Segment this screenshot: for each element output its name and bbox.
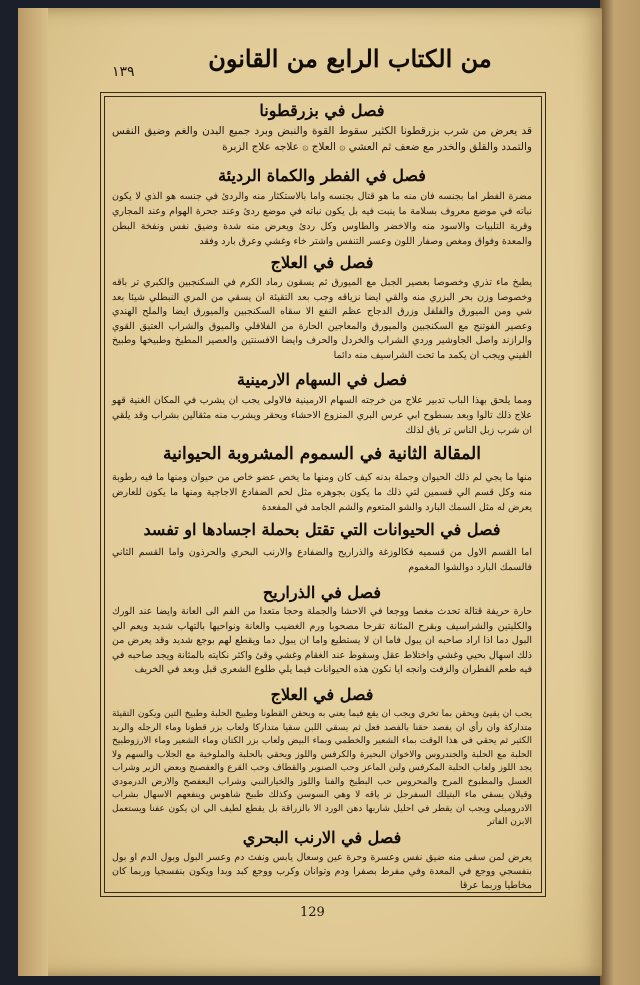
section-text: مضرة الفطر اما بجنسه فان منه ما هو قتال بجنسه واما بالاستكثار منه والردئ في جنسه هو الذي لا يكون نباته في موضع معروف بسلامة ما ينبت فيه بل يكون نباته في موضع ردئ وعند جحرة الهوام وعند المجاري وقرية التلبيات والاسود منه والاخضر والطاوس وكل ردئ ويعرض منه شدة وضيق نفس ونفخة البطن والمعدة وفواق ومغص وصفار اللون وعسر التنفس واشتر خاء وغشي وعرق بارد وفقد: [112, 191, 532, 247]
section-title: فصل في بزرقطونا: [259, 101, 385, 120]
section-text: يجب ان يقيئ ويحقن بما تخري ويجب ان يقع فيما يعني به ويحقن القطونا وطبيخ الحلبة وطبيخ التين ويكون التقيئة متداركة وان رأي ان يفصد حقنا بالفصد فعل ثم يسقي اللبن سقيا متداركا ولعاب بزر قطونا وماء الرجله والربد الكثير ثم يحقي في هذا الوقت بماء الشعير والخطمي وبماء البيض ولعاب بزر الكتان وماء الشعير وماء الارزوطبيخ الحلبة مع الحلبة والجندروس والاخوان البحيرة والكرفس واللوز ويحقي بالحلبة والملوخية مع الجلاب والسهم ولا يجد اللوز ولعاب الحلبة المكرفس ولبن الماعز وحب الصنوبر والقطاف وحب القرع والعفصنج وبعض الزير وشراب العسل والمطبوخ المرح والمحروس حب البطيخ والفنا واللوز والخيارالنبي وشراب البعفصح والارض الدرمودي وقيلان يسقي ماء البتيلك السفرجل تر ياقه لا وهي السوسن وكذلك طبيخ شاهوس وينفعهم الاسهال بشراب الادروميلي ويجب ان يقطر في احليل شاربها دهن الورد الا بالزراقة بل يقطع لطيف الي ان يكون عفنا ويستعمل الابزن الفاتر: [112, 709, 532, 827]
section-text: منها ما يجي لم ذلك الحيوان وجملة بدنه كيف كان ومنها ما يخص عضو خاص من حيوان ومنها ما فيه رطوبة منه وكل قسم الي قسمين لتي ذلك ما يكون بجوهره مثل لحم الضفادع الاجاجية ومنها ما يكون للعارض يعرض له مثل السمك البارد والشو المتعوم والشم الجامد في المفعدة: [112, 472, 532, 513]
page-number-top: ١٣٩: [112, 64, 135, 80]
section-title: المقالة الثانية في السموم المشروبة الحيوانية: [163, 444, 481, 464]
section-text: يطبخ ماء تذري وخصوصا بعصير الجبل مع الميورق ثم يسقون رماد الكرم في السكنجبين والكبري تر باقه وخصوصا وزن بحر البزري منه والقي ايضا نزياقه وجب بعد التقيئة ان يسقي من المري النبطلي شيئا بعد شي ومن الميورق والفلفل وزرق الدجاج عظم النفع الا سقاه السكنجبين والميورق ايضا والملح الهندي وعصير الفوتنج مع السكنجبين والميورق والمعاجين الحارة من الفلافلي والميوق والشراب العتيق القوي والرازند واصل الجاوشير وردي الشراب والخردل والحرف وايضا الافسنتين والعصير المطيخ وطبيخها وطبيخ القيني ويجب ان يكمد ما تحت الشراسيف منه دائما: [112, 277, 532, 361]
section-title: فصل في الارنب البحري: [242, 828, 402, 847]
section-title: فصل في العلاج: [270, 685, 374, 704]
section-text: يعرض لمن سقى منه ضيق نفس وعسرة وحرة عين وسعال يابس ونفث دم وعسر البول وبول الدم او بول بنفسجي ووجع في المعدة وفي مفرط بصفرا ودم وتوانان وكرب ووجع كبد وبدا ويكون بنفسجيا وربما كان مخاطيا وربما عرقا: [112, 852, 532, 891]
page-number-bottom: 129: [300, 905, 325, 920]
section-title: فصل في السهام الارمينية: [236, 370, 407, 389]
facing-page-edge: [600, 0, 640, 985]
section-text: اما القسم الاول من قسميه فكالوزغة والذراريح والضفادع والارنب البحري والحرذون واما القسم الثاني فالسمك البارد دوالشوا المغموم: [112, 547, 532, 573]
section-title: فصل في الحيوانات التي تقتل بحملة اجسادها او تفسد: [143, 520, 501, 539]
section-text: ومما يلحق بهذا الباب تدبير علاج من خرجته السهام الارمينية فالاولى يجب ان يشرب في المكان الغنية قهو علاج ذلك تالوا وبعد بسطوح ابي عرس البري المنزوع الاحشاء ويحقر ويشرب منه مثقالين بشراب وقد يلقي ان شرب زبل الناس تر ياق لذلك: [112, 395, 532, 436]
section-title: فصل في العلاج: [270, 253, 374, 272]
running-head: من الكتاب الرابع من القانون: [208, 44, 492, 73]
section-text: حارة حريفة قتالة تحدث مغصا ووجعا في الاحشا والجملة وحجا متعدا من الفم الى العانة وايضا عند الورك والكليتين والشراسيف وبقرح المثانة تقرحا مصحوبا ورم الغضيب والعانة ونواحيها بالتهاب شديد ويعم الي البول دما اذا اراد صاحبه ان يبول فاما ان لا يستطيع واما ان يبول دما ويقطع لهم بوجع شديد وقد يعرض من ذلك اسهال بحيي وغشي واختلاط عقل وسقوط عند الغقام وغشي وقئ واكثر نكايته بالمثانة ويجد صاحبه في فيه طعم الفطران والزفت وانجه ايا نكون هذه الحيوانات فيما يلي طلوع الشعرى قبل وبعد في الخريف: [112, 606, 532, 675]
page-gutter: [18, 8, 48, 976]
section-title: فصل في الذراريح: [262, 583, 382, 602]
section-title: فصل في الفطر والكماة الرديئة: [218, 166, 426, 185]
section-text: قد يعرض من شرب بزرقطونا الكثير سقوط القوة والنبض وبرد جميع البدن والغم وضيق النفس والتمدد والقلق والخدر مع ضعف ثم العشي ۞ العلاج ۞ علاجه علاج الزبرة: [112, 125, 532, 153]
